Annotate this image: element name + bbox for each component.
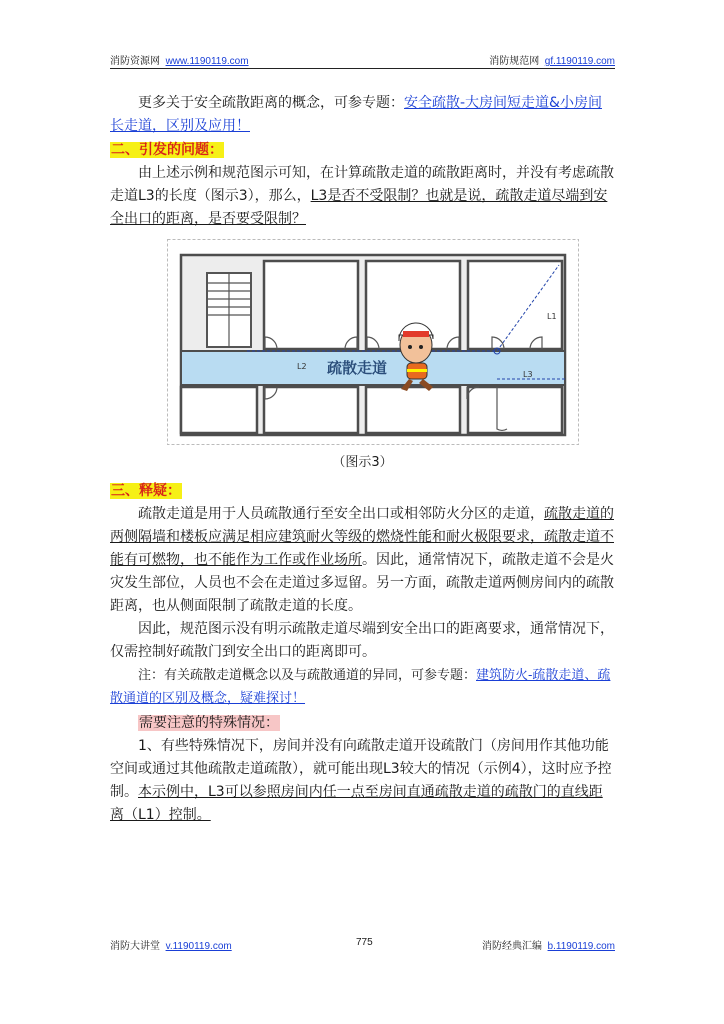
- section3-heading: 三、释疑：: [111, 483, 181, 499]
- section2-heading: 二、引发的问题：: [111, 142, 223, 158]
- section3-p1-a: 疏散走道是用于人员疏散通行至安全出口或相邻防火分区的走道，: [138, 506, 544, 522]
- corridor-label: 疏散走道: [327, 359, 388, 377]
- footer-left: [110, 937, 232, 952]
- footer-left-link[interactable]: v.1190119.com: [165, 941, 232, 952]
- footer-right: [482, 937, 615, 952]
- l1-label: L1: [547, 312, 557, 321]
- section3-note: [110, 664, 615, 710]
- header-left-link[interactable]: www.1190119.com: [165, 56, 249, 67]
- stair-icon: [207, 273, 251, 347]
- l3-label: L3: [523, 370, 533, 379]
- intro-topic-link[interactable]: 安全疏散-大房间短走道&小房间长走道，区别及应用！: [110, 95, 602, 134]
- section3-paragraph-3: [110, 735, 615, 827]
- section2-paragraph: [110, 162, 615, 231]
- footer-right-link[interactable]: b.1190119.com: [547, 941, 615, 952]
- section2-heading-line: [110, 139, 615, 162]
- footer-right-label: 消防经典汇编: [481, 941, 542, 952]
- header-right-label: 消防规范网: [489, 56, 540, 67]
- page-number: 775: [356, 937, 373, 948]
- section3-p1-b: 疏散走道的两侧隔墙和楼板应满足相应建筑耐火等级的燃烧性能和耐火极限要求，疏散走道不能有可燃物，也不能作为工作或作业场所: [110, 506, 614, 568]
- section3-paragraph-1: [110, 503, 615, 618]
- section3-p3-b: 本示例中，L3可以参照房间内任一点至房间直通疏散走道的疏散门的直线距离（L1）控制。: [110, 784, 603, 823]
- note-prefix: 注：有关疏散走道概念以及与疏散通道的异同，可参专题：: [138, 668, 477, 683]
- l2-label: L2: [297, 362, 307, 371]
- section3-paragraph-2: 因此，规范图示没有明示疏散走道尽端到安全出口的距离要求，通常情况下，仅需控制好疏散门到安全出口的距离即可。: [110, 621, 614, 660]
- section3-p1-c: 。因此，通常情况下，疏散走道不会是火灾发生部位，人员也不会在走道过多逗留。另一方面，疏散走道两侧房间内的疏散距离，也从侧面限制了疏散走道的长度。: [110, 552, 614, 614]
- page-header: [110, 52, 615, 69]
- section2-text-b: L3是否不受限制？也就是说，疏散走道尽端到安全出口的距离，是否要受限制？: [110, 188, 608, 227]
- special-cases-heading: 需要注意的特殊情况：: [139, 715, 279, 731]
- special-heading-line: [110, 712, 615, 735]
- footer-left-label: 消防大讲堂: [110, 941, 160, 952]
- page-footer: [110, 937, 615, 953]
- intro-text: 更多关于安全疏散距离的概念，可参专题：: [138, 95, 404, 111]
- section3-p3-a: 1、有些特殊情况下，房间并没有向疏散走道开设疏散门（房间用作其他功能空间或通过其他疏散走道疏散），就可能出现L3较大的情况（示例4），这时应予控制。: [110, 738, 612, 800]
- page-content: [110, 92, 615, 827]
- figure-caption: （图示3）: [332, 455, 393, 470]
- header-right-link[interactable]: gf.1190119.com: [544, 56, 615, 67]
- intro-paragraph: [110, 92, 615, 138]
- header-left-label: 消防资源网: [110, 56, 160, 67]
- section2-text-a: 由上述示例和规范图示可知，在计算疏散走道的疏散距离时，并没有考虑疏散走道L3的长度（图示3），那么，: [110, 165, 614, 204]
- section3-heading-line: [110, 480, 615, 503]
- note-topic-link[interactable]: 建筑防火-疏散走道、疏散通道的区别及概念，疑难探讨！: [110, 668, 611, 706]
- header-right: [489, 52, 615, 67]
- header-left: [110, 52, 249, 67]
- floor-plan-diagram: [167, 239, 579, 445]
- corridor-figure: [167, 239, 579, 445]
